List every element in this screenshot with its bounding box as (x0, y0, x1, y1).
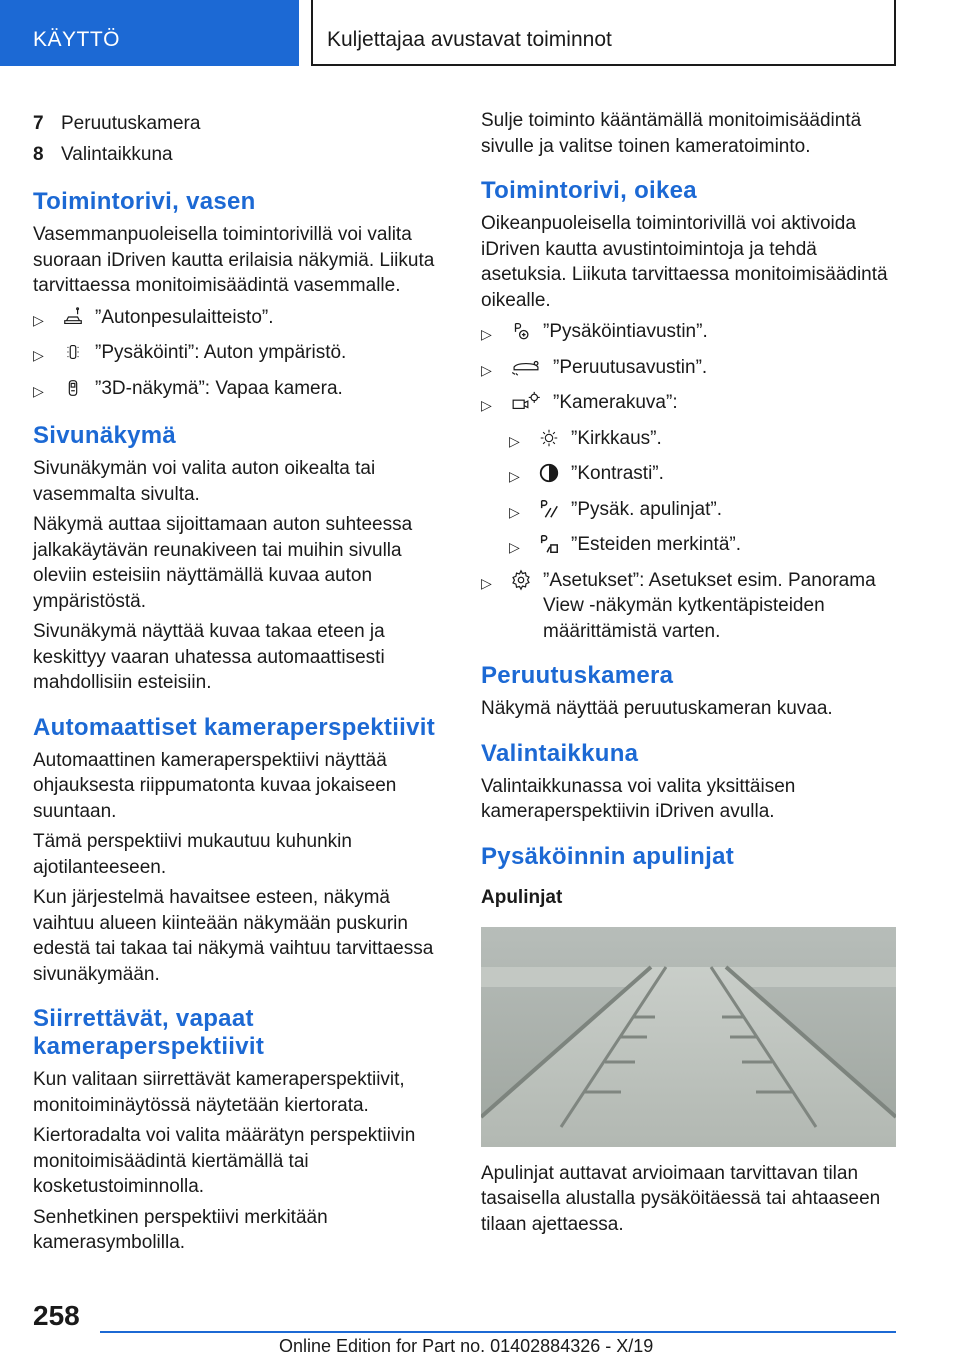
bullet-triangle-icon: ▷ (509, 539, 520, 555)
bullet-triangle-icon: ▷ (33, 311, 44, 328)
list-item-text: ”Pysäköintiavustin”. (543, 321, 708, 342)
list-item (481, 319, 896, 348)
page-header (0, 0, 960, 66)
paragraph: Näkymä auttaa sijoittamaan auton suhteessa jalkakäytävän reunakiveen tai muihin sivulla oleviin esteisiin näyttämällä kuvaa auton ympäristöstä. (33, 514, 413, 612)
list-item (509, 497, 896, 526)
paragraph: Automaattinen kameraperspektiivi näyttää ohjauksesta riippumatonta kuvaa jokaiseen suuntaan. (33, 749, 397, 822)
list-item (509, 532, 896, 561)
paragraph: Senhetkinen perspektiivi merkitään kamerasymbolilla. (33, 1206, 328, 1253)
subheading-guide-lines: Apulinjat (481, 886, 563, 908)
car-wash-icon (61, 305, 85, 329)
paragraph: Oikeanpuoleisella toimintorivillä voi aktivoida iDriven kautta avustintoimintoja ja tehdä asetuksia. Liikuta tarvittaessa monitoimisäädintä oikealle. (481, 213, 888, 311)
parking-view-icon (61, 340, 85, 364)
legend-number: 7 (33, 113, 44, 134)
image-caption: Apulinjat auttavat arvioimaan tarvittavan tilan tasaisella alustalla pysäköitäessä tai ahtaaseen tilaan ajettaessa. (481, 1162, 881, 1235)
footer-divider (100, 1331, 896, 1333)
parking-lines-icon (537, 497, 561, 521)
toolbar-right-list (481, 319, 896, 419)
bullet-triangle-icon: ▷ (481, 361, 492, 378)
parking-assistant-icon (509, 319, 533, 343)
paragraph: Näkymä näyttää peruutuskameran kuvaa. (481, 698, 833, 719)
bullet-triangle-icon: ▷ (481, 574, 492, 591)
list-item (481, 568, 896, 645)
heading-line: kameraperspektiivit (33, 1033, 265, 1060)
bullet-triangle-icon: ▷ (481, 397, 492, 413)
list-item (33, 305, 448, 334)
legend-number: 8 (33, 144, 44, 165)
paragraph: Kun järjestelmä havaitsee esteen, näkymä vaihtuu alueen kiinteään näkymään puskurin edestä tai takaa tai näkymä vaihtuu tarvittaessa sivunäkymään. (33, 887, 434, 985)
heading-rear-camera: Peruutuskamera (481, 662, 674, 689)
paragraph: Valintaikkunassa voi valita yksittäisen kameraperspektiivin iDriven avulla. (481, 775, 796, 822)
list-item-text: ”Pysäköinti”: Auton ympäristö. (95, 342, 347, 363)
list-item (481, 355, 896, 384)
heading-movable-perspectives (33, 1005, 448, 1061)
legend-item (33, 139, 448, 170)
left-column (33, 108, 448, 1261)
heading-auto-perspectives: Automaattiset kameraperspektiivit (33, 713, 436, 741)
bullet-triangle-icon: ▷ (33, 347, 44, 363)
list-item (509, 426, 896, 455)
heading-line: Siirrettävät, vapaat (33, 1005, 254, 1032)
page-number: 258 (33, 1300, 80, 1331)
parking-guide-lines-image (481, 927, 896, 1147)
obstacle-marking-icon (537, 532, 561, 556)
paragraph: Vasemmanpuoleisella toimintorivillä voi valita suoraan iDriven kautta erilaisia näkymiä. Liikuta tarvittaessa monitoimisäädintä vasemmalle. (33, 224, 435, 296)
brightness-icon (537, 426, 561, 450)
legend-item (33, 108, 448, 139)
bullet-triangle-icon: ▷ (509, 432, 520, 449)
heading-toolbar-right: Toimintorivi, oikea (481, 177, 697, 204)
list-item-text: ”Kamerakuva”: (553, 392, 678, 413)
bullet-triangle-icon: ▷ (509, 468, 520, 484)
list-item-text: ”Esteiden merkintä”. (571, 534, 742, 555)
bullet-triangle-icon: ▷ (33, 382, 44, 399)
list-item-text: ”Autonpesulaitteisto”. (95, 306, 274, 328)
heading-side-view: Sivunäkymä (33, 422, 177, 449)
list-item (481, 390, 896, 419)
paragraph: Sivunäkymä näyttää kuvaa takaa eteen ja keskittyy vaaran uhatessa automaattisesti mahdollisiin esteisiin. (33, 621, 385, 693)
bullet-triangle-icon: ▷ (509, 503, 520, 520)
right-column (481, 108, 896, 1242)
bullet-triangle-icon: ▷ (481, 326, 492, 342)
paragraph: Sulje toiminto kääntämällä monitoimisäädintä sivulle ja valitse toinen kameratoiminto. (481, 110, 862, 157)
camera-image-icon (509, 390, 543, 414)
paragraph: Tämä perspektiivi mukautuu kuhunkin ajotilanteeseen. (33, 831, 352, 878)
camera-image-sub-list (509, 426, 896, 561)
paragraph: Kiertoradalta voi valita määrätyn perspektiivin monitoimisäädintä kiertämällä tai kosketustoiminnolla. (33, 1125, 416, 1197)
paragraph: Sivunäkymän voi valita auton oikealta tai vasemmalta sivulta. (33, 458, 376, 505)
list-item-text: ”Kontrasti”. (571, 463, 664, 484)
list-item (509, 461, 896, 490)
settings-list (481, 568, 896, 645)
3d-view-icon (61, 376, 85, 400)
legend-text: Valintaikkuna (61, 144, 173, 165)
heading-toolbar-left: Toimintorivi, vasen (33, 188, 256, 215)
list-item-text: ”3D-näkymä”: Vapaa kamera. (95, 377, 343, 399)
section-tab: KÄYTTÖ (0, 0, 299, 66)
list-item-text: ”Pysäk. apulinjat”. (571, 498, 723, 520)
list-item-text: ”Asetukset”: Asetukset esim. Panorama View -näkymän kytkentäpisteiden määrittämistä varten. (543, 569, 876, 642)
heading-parking-lines: Pysäköinnin apulinjat (481, 842, 735, 870)
list-item (33, 376, 448, 405)
list-item-text: ”Kirkkaus”. (571, 427, 662, 449)
toolbar-left-list (33, 305, 448, 405)
chapter-title: Kuljettajaa avustavat toiminnot (311, 0, 896, 66)
list-item-text: ”Peruutusavustin”. (553, 356, 708, 378)
gear-icon (509, 568, 533, 592)
contrast-icon (537, 461, 561, 485)
paragraph: Kun valitaan siirrettävät kameraperspektiivit, monitoiminäytössä näytetään kiertorata. (33, 1069, 405, 1116)
reversing-assistant-icon (509, 355, 543, 379)
footer-edition: Online Edition for Part no. 01402884326 - X/19 (279, 1336, 654, 1356)
list-item (33, 340, 448, 369)
heading-selection-window: Valintaikkuna (481, 739, 639, 767)
legend-text: Peruutuskamera (61, 113, 201, 134)
